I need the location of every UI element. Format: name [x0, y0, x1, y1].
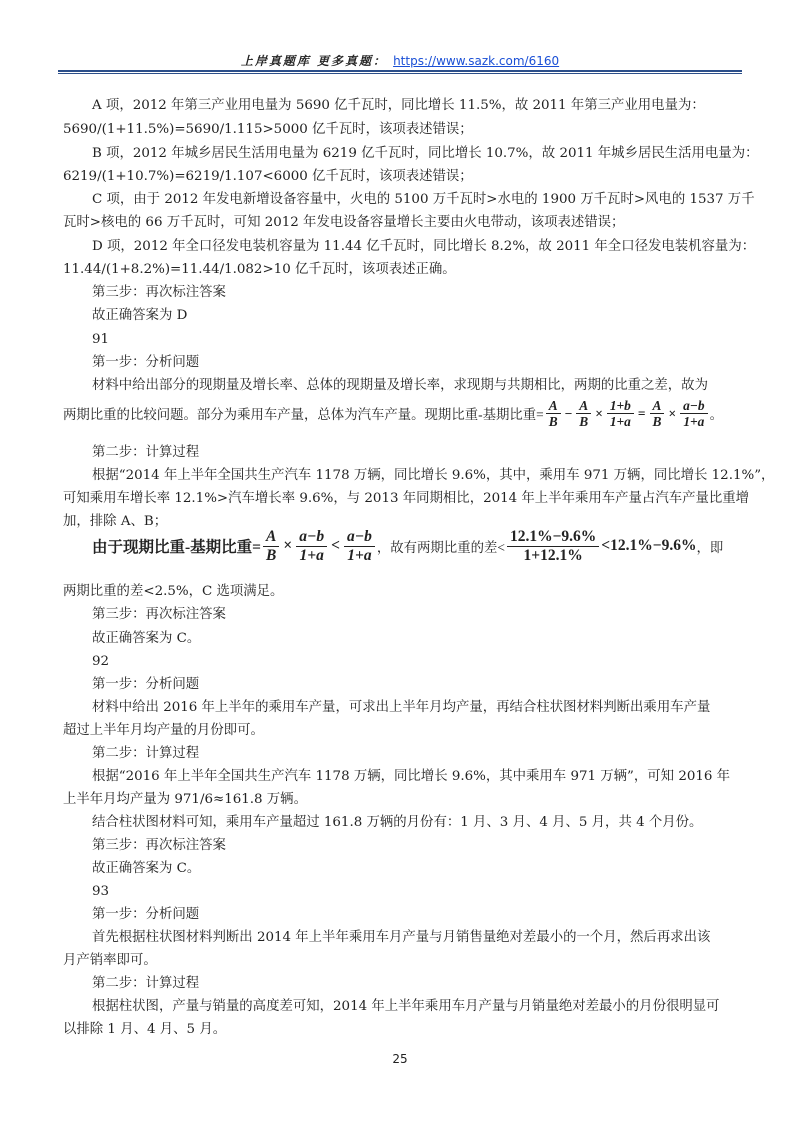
text-line: 瓦时>核电的 66 万千瓦时，可知 2012 年发电设备容量增长主要由火电带动，该项表述错误； [63, 215, 625, 230]
text-line: D 项，2012 年全口径发电装机容量为 11.44 亿千瓦时，同比增长 8.2%，故 2011 年全口径发电装机容量为： [92, 239, 756, 254]
text-line: A 项，2012 年第三产业用电量为 5690 亿千瓦时，同比增长 11.5%，故 2011 年第三产业用电量为： [92, 98, 705, 113]
page-number: 25 [392, 1052, 408, 1066]
answer-line: 故正确答案为 C。 [92, 861, 201, 876]
answer-line: 故正确答案为 D [92, 308, 188, 323]
text-line: 可知乘用车增长率 12.1%>汽车增长率 9.6%，与 2013 年同期相比，2014 年上半年乘用车产量占汽车产量比重增 [63, 491, 750, 506]
frac-a-over-b: $\frac{A}{B}$ [576, 398, 591, 430]
header-link[interactable]: https://www.sazk.com/6160 [393, 54, 560, 68]
text-line: 材料中给出部分的现期量及增长率、总体的现期量及增长率，求现期与共期相比，两期的比重之差，故为 [92, 378, 708, 393]
text-line: 根据“2016 年上半年全国共生产汽车 1178 万辆，同比增长 9.6%，其中乘用车 971 万辆”，可知 2016 年 [92, 769, 731, 784]
header-label: 上岸真题库 更多真题： [240, 54, 388, 68]
step-heading: 第一步：分析问题 [92, 677, 200, 692]
question-number: 91 [92, 332, 110, 347]
question-number: 93 [92, 884, 110, 899]
step-heading: 第二步：计算过程 [92, 746, 200, 761]
text-line: 结合柱状图材料可知，乘用车产量超过 161.8 万辆的月份有：1 月、3 月、4 月、5 月，共 4 个月份。 [92, 815, 703, 830]
formula-lead-text: 两期比重的比较问题。部分为乘用车产量，总体为汽车产量。现期比重-基期比重= [63, 407, 544, 423]
formula-ratio-diff: 两期比重的比较问题。部分为乘用车产量，总体为汽车产量。现期比重-基期比重= $\frac{A}{B}$ − $\frac{A}{B}$ × $\frac{1+b}{1+a}$ = $\frac{A}{B}$ × $\frac{a-b}{1+a}$ 。 [63, 398, 723, 430]
text-line: 11.44/(1+8.2%)=11.44/1.082>10 亿千瓦时，该项表述正确。 [63, 262, 456, 277]
text-line: 月产销率即可。 [63, 953, 157, 968]
text-line: 首先根据柱状图材料判断出 2014 年上半年乘用车月产量与月销售量绝对差最小的一个月，然后再求出该 [92, 930, 711, 945]
question-number: 92 [92, 654, 110, 669]
text-line: 6219/(1+10.7%)=6219/1.107<6000 亿千瓦时，该项表述错误； [63, 169, 473, 184]
text-line: C 项，由于 2012 年发电新增设备容量中，火电的 5100 万千瓦时>水电的 1900 万千瓦时>风电的 1537 万千 [92, 192, 755, 207]
step-heading: 第一步：分析问题 [92, 355, 200, 370]
text-line: 加，排除 A、B； [63, 514, 168, 529]
page-header [0, 52, 800, 69]
formula-label: 现期比重-基期比重= [123, 539, 262, 557]
text-line: 上半年月均产量为 971/6≈161.8 万辆。 [63, 792, 307, 807]
step-heading: 第二步：计算过程 [92, 445, 200, 460]
frac-percent: $\frac{12.1\%-9.6\%}{1+12.1\%}$ [507, 528, 599, 565]
frac-a-over-b: $\frac{A}{B}$ [650, 398, 665, 430]
text-line: 以排除 1 月、4 月、5 月。 [63, 1022, 227, 1037]
step-heading: 第二步：计算过程 [92, 976, 200, 991]
text-line: 材料中给出 2016 年上半年的乘用车产量，可求出上半年月均产量，再结合柱状图材料判断出乘用车产量 [92, 700, 711, 715]
step-heading: 第一步：分析问题 [92, 907, 200, 922]
text-line: 两期比重的差<2.5%，C 选项满足。 [63, 584, 284, 599]
text-line: B 项，2012 年城乡居民生活用电量为 6219 亿千瓦时，同比增长 10.7%，故 2011 年城乡居民生活用电量为： [92, 146, 759, 161]
text-line: 超过上半年月均产量的月份即可。 [63, 723, 264, 738]
step-heading: 第三步：再次标注答案 [92, 838, 226, 853]
step-heading: 第三步：再次标注答案 [92, 607, 226, 622]
frac-a-over-b: $\frac{A}{B}$ [546, 398, 561, 430]
frac-1b-over-1a: $\frac{1+b}{1+a}$ [607, 398, 634, 430]
frac-amb-over-1a: $\frac{a-b}{1+a}$ [680, 398, 708, 430]
step-heading: 第三步：再次标注答案 [92, 285, 226, 300]
text-line: 根据柱状图，产量与销量的高度差可知，2014 年上半年乘用车月产量与月销量绝对差最小的月份很明显可 [92, 999, 720, 1014]
formula-inequality: 由于 现期比重-基期比重= $\frac{A}{B}$ × $\frac{a-b}{1+a}$ < $\frac{a-b}{1+a}$ ，故有两期比重的差< $\frac{12.1\%-9.6\%}{1+12.1\%}$ <12.1%−9.6% ，即 [92, 528, 724, 564]
header-rule [58, 70, 742, 72]
header-rule-thin [58, 73, 742, 74]
text-line: 根据“2014 年上半年全国共生产汽车 1178 万辆，同比增长 9.6%，其中，乘用车 971 万辆，同比增长 12.1%”， [92, 468, 775, 483]
answer-line: 故正确答案为 C。 [92, 631, 201, 646]
text-line: 5690/(1+11.5%)=5690/1.115>5000 亿千瓦时，该项表述错误； [63, 122, 473, 137]
